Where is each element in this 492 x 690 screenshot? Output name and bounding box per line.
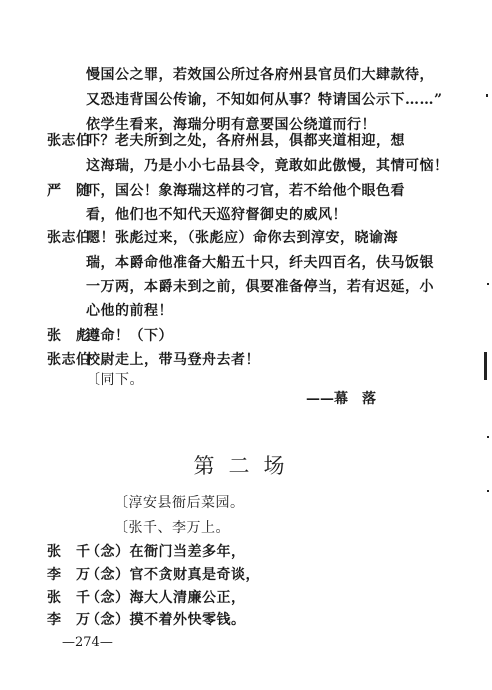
dialogue-line: 校尉走上，带马登舟去者！ (86, 352, 260, 368)
scan-dot (487, 436, 489, 438)
scan-mark (484, 352, 487, 380)
dialogue-line: 瑞，本爵命他准备大船五十只，纤夫四百名，伕马饭银 (86, 255, 434, 271)
speaker-name: 李 万 (47, 567, 91, 583)
verse-line: （念）摸不着外快零钱。 (86, 612, 246, 628)
speaker-name: 张志伯 (47, 133, 91, 149)
scan-dot (487, 283, 489, 285)
page-number: —274— (62, 635, 113, 650)
speaker-name: 张志伯 (47, 352, 91, 368)
speaker-name: 张 千 (47, 544, 91, 560)
scan-dot (487, 490, 489, 492)
verse-line: （念）官不贪财真是奇谈， (86, 567, 260, 583)
scan-dot (486, 94, 488, 97)
dialogue-line: 依学生看来，海瑞分明有意要国公绕道而行！ (86, 117, 376, 133)
speaker-name: 张 彪 (47, 328, 91, 344)
dialogue-line: 吓，国公！象海瑞这样的刁官，若不给他个眼色看 (86, 183, 405, 199)
dialogue-line: 又恐违背国公传谕，不知如何从事？特请国公示下……” (86, 92, 443, 108)
dialogue-line: 一万两，本爵未到之前，俱要准备停当，若有迟延，小 (86, 279, 434, 295)
dialogue-line: 心他的前程！ (86, 303, 173, 319)
speaker-name: 严 随 (47, 183, 91, 199)
dialogue-line: 看，他们也不知代天巡狩督御史的威风！ (86, 207, 347, 223)
dialogue-line: 嗯！张彪过来，（张彪应）命你去到淳安，晓谕海 (86, 230, 398, 246)
dialogue-line: 这海瑞，乃是小小七品县令，竟敢如此傲慢，其情可恼！ (86, 158, 449, 174)
stage-direction: 〔张千、李万上。 (114, 520, 230, 536)
dialogue-line: 遵命！（下） (86, 328, 173, 344)
scene-title: 第二场 (193, 454, 299, 478)
dialogue-line: 慢国公之罪，若效国公所过各府州县官员们大肆款待， (86, 67, 434, 83)
verse-line: （念）在衙门当差多年， (86, 544, 246, 560)
dialogue-line: 吓？老夫所到之处，各府州县，俱都夹道相迎，想 (86, 133, 405, 149)
speaker-name: 张志伯 (47, 230, 91, 246)
stage-direction: 〔同下。 (86, 372, 144, 388)
stage-direction: 〔淳安县衙后菜园。 (114, 495, 245, 511)
speaker-name: 张 千 (47, 590, 91, 606)
verse-line: （念）海大人清廉公正， (86, 590, 246, 606)
curtain-falls: ——幕 落 (306, 391, 376, 407)
speaker-name: 李 万 (47, 612, 91, 628)
